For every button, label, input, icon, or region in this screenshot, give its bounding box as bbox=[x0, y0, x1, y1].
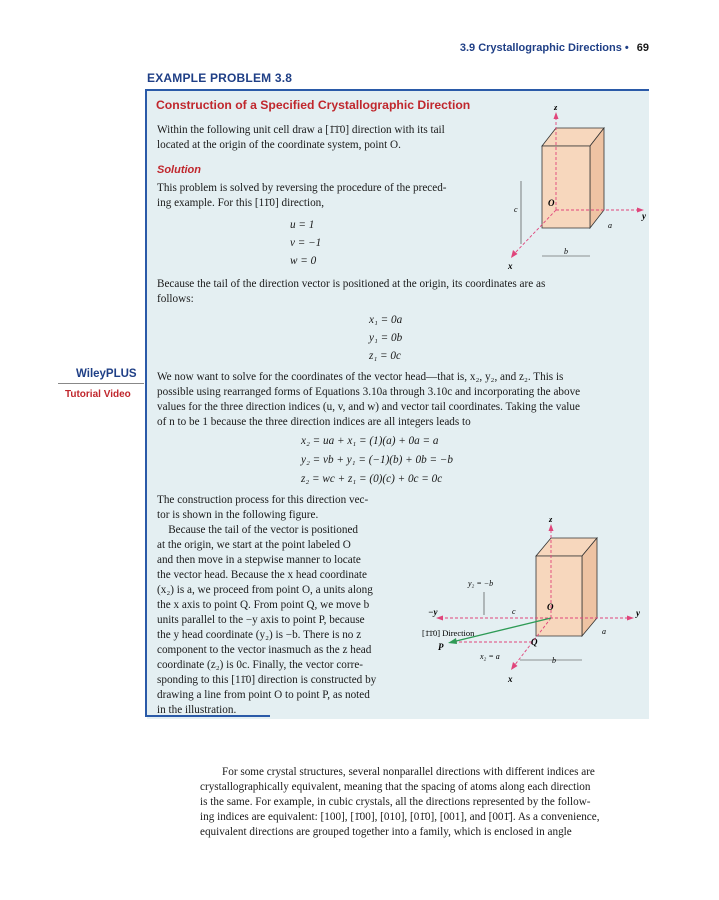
construction-line-8: the x axis to point Q. From point Q, we move b bbox=[157, 599, 370, 611]
head-eq-z2: z₂ = wc + z₁ = (0)(c) + 0c = 0c bbox=[301, 473, 443, 485]
tail-x1: x₁ = 0a bbox=[369, 314, 403, 326]
page-number: 69 bbox=[636, 42, 649, 54]
construction-line-10: the y head coordinate (y₂) is −b. There is no z bbox=[157, 629, 362, 641]
construction-line-6: the vector head. Because the x head coordinate bbox=[157, 569, 367, 581]
fig1-b-label: b bbox=[564, 247, 568, 256]
index-u: u = 1 bbox=[290, 219, 315, 231]
cube2-front-face bbox=[536, 556, 582, 636]
direction-construction-figure bbox=[420, 518, 648, 688]
fig2-y-label: y bbox=[636, 608, 640, 618]
cube2-right-face bbox=[582, 538, 597, 636]
fig2-z-label: z bbox=[549, 518, 553, 524]
construction-line-4: at the origin, we start at the point labeled O bbox=[157, 539, 351, 551]
example-heading: Construction of a Specified Crystallographic Direction bbox=[156, 98, 471, 112]
fig2-x2-annotation: x₂ = a bbox=[480, 652, 500, 661]
fig1-o-label: O bbox=[548, 198, 555, 208]
fig2-b-label: b bbox=[552, 656, 556, 665]
fig2-q-label: Q bbox=[531, 637, 538, 647]
fig2-c-label: c bbox=[512, 607, 516, 616]
tail-line-2: follows: bbox=[157, 293, 194, 305]
box-left-rule bbox=[145, 89, 147, 717]
footer-line-4: ing indices are equivalent: [100], [1̄00], [010], [01̄0], [001], and [001̄]. As a convenience, bbox=[200, 811, 600, 823]
fig2-p-label: P bbox=[438, 642, 444, 652]
intro-line-2: ing example. For this [11̄0] direction, bbox=[157, 197, 325, 209]
construction-line-9: units parallel to the −y axis to point P, because bbox=[157, 614, 365, 626]
head-line-4: of n to be 1 because the three direction indices are all integers leads to bbox=[157, 416, 471, 428]
index-w: w = 0 bbox=[290, 255, 317, 267]
cube-right-face bbox=[590, 128, 604, 228]
construction-line-2: tor is shown in the following figure. bbox=[157, 509, 319, 521]
solution-label: Solution bbox=[157, 164, 201, 176]
y2-arrow bbox=[627, 616, 634, 621]
fig2-a-label: a bbox=[602, 627, 606, 636]
tail-line-1: Because the tail of the direction vector is positioned at the origin, its coordinates are as bbox=[157, 278, 546, 290]
direction-vector-arrow bbox=[448, 638, 457, 644]
construction-line-3: Because the tail of the vector is positioned bbox=[157, 524, 359, 536]
fig2-neg-y-label: −y bbox=[428, 607, 438, 617]
wileyplus-label[interactable]: WileyPLUS bbox=[76, 368, 137, 380]
head-line-3: values for the three direction indices (u, v, and w) and vector tail coordinates. Taking the value bbox=[157, 401, 580, 413]
fig1-x-label: x bbox=[508, 261, 513, 271]
intro-line-1: This problem is solved by reversing the procedure of the preced- bbox=[157, 182, 447, 194]
fig2-o-label: O bbox=[547, 602, 554, 612]
example-title: EXAMPLE PROBLEM 3.8 bbox=[147, 71, 293, 85]
head-line-2: possible using rearranged forms of Equations 3.10a through 3.10c and incorporating the above bbox=[157, 386, 581, 398]
footer-line-3: is the same. For example, in cubic crystals, all the directions represented by the follow- bbox=[200, 796, 591, 808]
footer-line-5: equivalent directions are grouped together into a family, which is enclosed in angle bbox=[200, 826, 572, 838]
running-head bbox=[460, 42, 649, 54]
fig2-x-label: x bbox=[508, 674, 513, 684]
construction-line-11: component to the vector inasmuch as the z head bbox=[157, 644, 372, 656]
cube-front-face bbox=[542, 146, 590, 228]
tail-y1: y₁ = 0b bbox=[369, 332, 403, 344]
tail-z1: z₁ = 0c bbox=[369, 350, 401, 362]
unit-cell-figure bbox=[498, 106, 648, 276]
head-eq-y2: y₂ = vb + y₁ = (−1)(b) + 0b = −b bbox=[301, 454, 453, 466]
fig2-y2-annotation: y₂ = −b bbox=[468, 579, 494, 588]
construction-line-13: sponding to this [11̄0] direction is constructed by bbox=[157, 674, 377, 686]
problem-line-2: located at the origin of the coordinate system, point O. bbox=[157, 139, 401, 151]
z2-arrow bbox=[549, 524, 554, 531]
running-head-text: 3.9 Crystallographic Directions • bbox=[459, 42, 629, 54]
construction-line-7: (x₂) is a, we proceed from point O, a units along bbox=[157, 584, 373, 596]
footer-line-2: crystallographically equivalent, meaning that the spacing of atoms along each direction bbox=[200, 781, 591, 793]
margin-divider bbox=[58, 383, 144, 384]
fig2-direction-label: [1̄1̄0] Direction bbox=[422, 628, 475, 638]
construction-line-14: drawing a line from point O to point P, as noted bbox=[157, 689, 370, 701]
construction-line-15: in the illustration. bbox=[157, 704, 237, 716]
fig1-z-label: z bbox=[554, 106, 558, 112]
problem-line-1: Within the following unit cell draw a [1̄1̄0] direction with its tail bbox=[157, 124, 445, 136]
fig1-a-label: a bbox=[608, 221, 612, 230]
footer-line-1: For some crystal structures, several nonparallel directions with different indices are bbox=[222, 766, 595, 778]
z-arrow bbox=[554, 112, 559, 119]
construction-line-5: and then move in a stepwise manner to locate bbox=[157, 554, 361, 566]
fig1-c-label: c bbox=[514, 205, 518, 214]
fig1-y-label: y bbox=[642, 211, 646, 221]
head-line-1: We now want to solve for the coordinates of the vector head—that is, x₂, y₂, and z₂. This is bbox=[157, 371, 564, 383]
index-v: v = −1 bbox=[290, 237, 322, 249]
construction-line-1: The construction process for this direction vec- bbox=[157, 494, 369, 506]
tutorial-video-link[interactable]: Tutorial Video bbox=[65, 389, 131, 400]
head-eq-x2: x₂ = ua + x₁ = (1)(a) + 0a = a bbox=[301, 435, 439, 447]
construction-line-12: coordinate (z₂) is 0c. Finally, the vector corre- bbox=[157, 659, 364, 671]
